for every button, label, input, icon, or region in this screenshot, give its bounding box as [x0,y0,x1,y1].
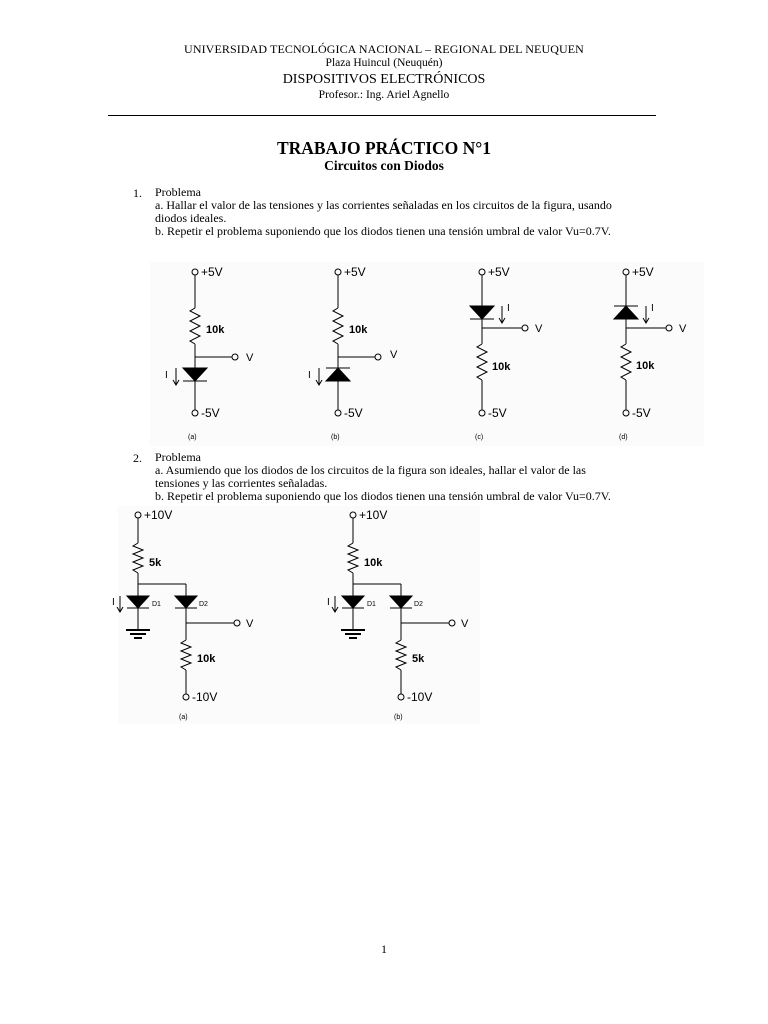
fig2b-r-bottom-label: 5k [412,653,425,665]
fig1a-top-supply: +5V [201,265,223,279]
fig1a-bottom-supply: -5V [201,406,220,420]
fig1b-resistor-label: 10k [349,324,368,336]
fig1d-bottom-supply: -5V [632,406,651,420]
fig2a-r-top-label: 5k [149,557,162,569]
fig2b-current-label: I [327,597,330,608]
fig1c-current-label: I [507,303,510,314]
fig1c-node-label: V [535,323,543,335]
problem-1-text [155,186,675,238]
circuit-2b [332,512,455,700]
fig1d-caption: (d) [619,434,628,441]
circuit-1a [173,269,238,416]
fig2b-r-top-label: 10k [364,557,383,569]
fig2a-node-label: V [246,618,254,630]
fig1a-node-label: V [246,352,254,364]
fig2b-bottom-supply: -10V [407,690,433,704]
location: Plaza Huincul (Neuquén) [325,57,443,69]
fig1d-resistor-label: 10k [636,360,655,372]
problem-2-text [155,451,675,503]
figure-2-svg [112,506,480,724]
fig2b-d1-label: D1 [367,601,376,608]
fig1b-caption: (b) [331,434,340,441]
problem-1-a-line2: diodos ideales. [155,211,227,225]
professor: Profesor.: Ing. Ariel Agnello [318,89,450,101]
fig1c-caption: (c) [475,434,484,441]
circuit-1c [470,269,528,416]
fig1a-current-label: I [165,370,168,381]
fig1b-bottom-supply: -5V [344,406,363,420]
problem-2-a-line2: tensiones y las corrientes señaladas. [155,476,328,490]
problem-2-number: 2. [133,451,142,465]
fig2a-r-bottom-label: 10k [197,653,216,665]
problem-1-a-line1: a. Hallar el valor de las tensiones y las corrientes señaladas en los circuitos de la figura, usando [155,198,612,212]
fig1d-node-label: V [679,323,687,335]
problem-1-number: 1. [133,186,142,200]
fig2a-d2-label: D2 [199,601,208,608]
page-subtitle: Circuitos con Diodos [324,158,444,173]
fig1a-resistor-label: 10k [206,324,225,336]
figure-1-svg [150,262,704,446]
fig1d-top-supply: +5V [632,265,654,279]
fig2a-top-supply: +10V [144,508,173,522]
fig1d-current-label: I [651,303,654,314]
circuit-2a [117,512,240,700]
fig1c-top-supply: +5V [488,265,510,279]
figure-2 [112,506,480,724]
fig1c-resistor-label: 10k [492,361,511,373]
fig1b-top-supply: +5V [344,265,366,279]
fig2b-caption: (b) [394,714,403,721]
fig2a-caption: (a) [179,714,188,721]
fig2b-d2-label: D2 [414,601,423,608]
header-divider [108,115,656,116]
circuit-1b [316,269,381,416]
problem-1-b-line: b. Repetir el problema suponiendo que los diodos tienen una tensión umbral de valor Vu=0.7V. [155,224,611,238]
fig2b-node-label: V [461,618,469,630]
university-name: UNIVERSIDAD TECNOLÓGICA NACIONAL – REGIONAL DEL NEUQUEN [184,42,584,56]
problem-2-a-line1: a. Asumiendo que los diodos de los circuitos de la figura son ideales, hallar el valor de las [155,463,586,477]
fig1b-node-label: V [390,349,398,361]
fig2a-bottom-supply: -10V [192,690,218,704]
page-number: 1 [381,942,387,956]
fig2a-current-label: I [112,597,115,608]
circuit-1d [614,269,672,416]
page-title: TRABAJO PRÁCTICO N°1 [276,138,492,158]
problem-2-b-line: b. Repetir el problema suponiendo que los diodos tienen una tensión umbral de valor Vu=0.7V. [155,489,611,503]
fig1a-caption: (a) [188,434,197,441]
fig1c-bottom-supply: -5V [488,406,507,420]
figure-1 [150,262,704,446]
problem-2-heading: Problema [155,450,201,464]
fig2a-d1-label: D1 [152,601,161,608]
fig1b-current-label: I [308,370,311,381]
fig2b-top-supply: +10V [359,508,388,522]
course-name: DISPOSITIVOS ELECTRÓNICOS [282,72,486,87]
problem-1-heading: Problema [155,185,201,199]
